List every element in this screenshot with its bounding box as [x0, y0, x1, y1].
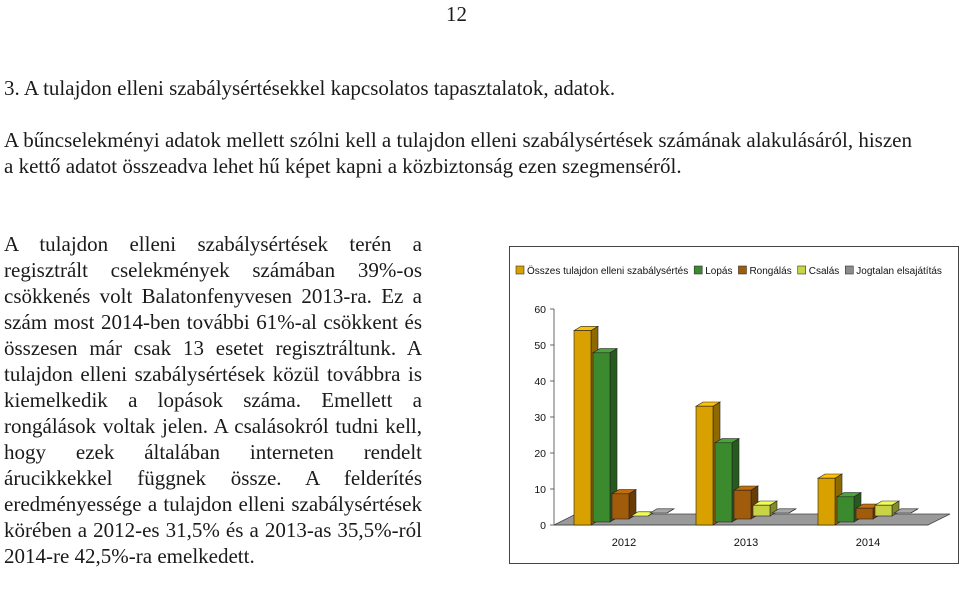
legend-swatch [845, 266, 853, 274]
bar-front [612, 494, 629, 519]
legend-label: Csalás [808, 266, 840, 277]
bar-front [715, 443, 732, 522]
legend-item [798, 266, 840, 277]
bar-front [696, 406, 713, 525]
y-tick-label: 60 [534, 304, 546, 316]
bar-front [734, 490, 751, 519]
bar [612, 490, 636, 519]
legend-swatch [798, 266, 806, 274]
legend-swatch [738, 266, 746, 274]
y-tick-label: 0 [540, 520, 546, 532]
chart-back-wall [576, 298, 950, 514]
y-tick-label: 30 [534, 412, 546, 424]
legend-label: Rongálás [749, 266, 792, 277]
bar-chart [510, 247, 958, 563]
page-number: 12 [446, 2, 467, 26]
chart-container [509, 246, 959, 564]
legend-swatch [694, 266, 702, 274]
legend-swatch [516, 266, 524, 274]
bar-front [818, 478, 835, 525]
x-tick-label: 2012 [611, 537, 637, 549]
x-tick-label: 2014 [855, 537, 881, 549]
legend-label: Összes tulajdon elleni szabálysértés [527, 266, 689, 277]
legend-label: Jogtalan elsajátítás [856, 266, 942, 277]
legend-label: Lopás [705, 266, 733, 277]
bar-front [574, 331, 591, 525]
bar [753, 501, 777, 516]
legend-item [738, 266, 791, 277]
bar-front [593, 353, 610, 522]
x-tick-label: 2013 [733, 537, 759, 549]
bar-front [856, 508, 873, 519]
bar-front [753, 505, 770, 516]
section-heading: 3. A tulajdon elleni szabálysértésekkel kapcsolatos tapasztalatok, adatok. [4, 76, 616, 100]
body-paragraph: A tulajdon elleni szabálysértések terén a regisztrált cselekmények számában 39%-os csökkenés volt Balatonfenyvesen 2013-ra. Ez a szám most 2014-ben további 61%-al csökkent és összesen már csak 13 esetet regisztráltunk. A tulajdon elleni szabálysértések közül továbbra is kiemelkedik a lopások száma. Emellett a rongálások voltak jelen. A csalásokról tudni kell, hogy ezek általában interneten rendelt árucikkekkel függnek össze. A felderítés eredményessége a tulajdon elleni szabálysértések körében a 2012-es 31,5% és a 2013-as 35,5%-ról 2014-re 42,5%-ra emelkedett. [4, 232, 422, 568]
legend-item [845, 266, 942, 277]
bar-front [837, 497, 854, 522]
y-tick-label: 20 [534, 448, 546, 460]
intro-paragraph: A bűncselekményi adatok mellett szólni kell a tulajdon elleni szabálysértések számának alakulásáról, hiszen a kettő adatot összeadva lehet hű képet kapni a közbiztonság ezen szegmenséről. [4, 128, 912, 178]
y-tick-label: 10 [534, 484, 546, 496]
y-tick-label: 40 [534, 376, 546, 388]
legend-item [516, 265, 688, 277]
bar [875, 501, 899, 516]
bar-front [875, 505, 892, 516]
chart-legend [516, 265, 942, 277]
legend-item [694, 266, 732, 277]
y-tick-label: 50 [534, 340, 546, 352]
